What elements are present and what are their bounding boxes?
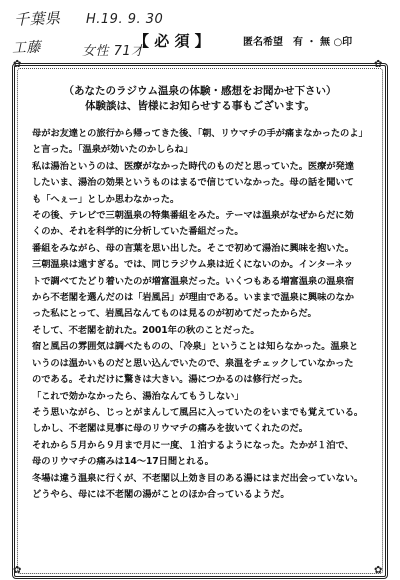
body-line: 三朝温泉は遠すぎる。では、同じラジウム泉は近くにないのか。インターネッ xyxy=(32,259,353,271)
required-label: 【 必 須 】 xyxy=(134,32,210,50)
intro-request: （あなたのラジウム温泉の体験・感想をお聞かせ下さい） xyxy=(63,85,337,97)
testimonial-body xyxy=(32,126,370,503)
body-line: くのか、それを科学的に分析していた番組だった。 xyxy=(32,226,244,238)
body-line: も「へぇー」としか思わなかった。 xyxy=(32,193,180,205)
handwritten-date: H.19. 9. 30 xyxy=(86,12,164,27)
body-line: その後、テレビで三朝温泉の特集番組をみた。テーマは温泉がなぜからだに効 xyxy=(32,210,354,222)
body-line: そして、不老閣を訪れた。2001年の秋のことだった。 xyxy=(32,324,260,336)
intro-notice: 体験談は、皆様にお知らせする事もございます。 xyxy=(85,100,315,112)
body-line: 母のリウマチの痛みは14～17日間とれる。 xyxy=(32,456,214,468)
handwritten-name: 工藤 xyxy=(11,39,42,57)
body-line: どうやら、母には不老閣の湯がことのほか合っているようだ。 xyxy=(32,488,290,500)
body-line: トで調べてたどり着いたのが増富温泉だった。いくつもある増富温泉の温泉宿 xyxy=(32,275,354,287)
handwritten-gender-age: 女性 71才 xyxy=(82,44,145,59)
corner-ornament-icon: ✿ xyxy=(13,59,22,70)
body-line: いうのは温かいものだと思い込んでいたので、泉温をチェックしていなかった xyxy=(32,357,354,369)
body-line: 番組をみながら、母の言葉を思い出した。そこで初めて湯治に興味を抱いた。 xyxy=(32,242,354,254)
anonymity-choice: 匿名希望 有 ・ 無 ○印 xyxy=(243,37,353,48)
corner-ornament-icon: ✿ xyxy=(374,59,383,70)
corner-ornament-icon: ✿ xyxy=(13,565,22,576)
body-line: したいま、湯治の効果というものはまるで信じていなかった。母の話を聞いて xyxy=(32,177,354,189)
body-line: しかし、不老閣は見事に母のリウマチの痛みを抜いてくれたのだ。 xyxy=(32,423,308,435)
body-line: 母がお友達との旅行から帰ってきた後、「朝、リウマチの手が痛まなかったのよ」 xyxy=(32,128,368,139)
body-line: った私にとって、岩風呂なんてものは見るのが初めてだったからだ。 xyxy=(32,308,317,320)
handwritten-prefecture: 千葉県 xyxy=(13,9,61,29)
body-line: 「これで効かなかったら、湯治なんてもうしない」 xyxy=(32,390,244,402)
body-line: そう思いながら、じっとがまんして風呂に入っていたのをいまでも覚えている。 xyxy=(32,406,364,418)
body-line: 宿と風呂の雰囲気は調べたものの、「冷泉」ということは知らなかった。温泉と xyxy=(32,341,359,353)
body-line: それから５月から９月まで月に一度、１泊するようになった。たかが１泊で、 xyxy=(32,439,354,451)
body-line: のである。それだけに驚きは大きい。湯につかるのは修行だった。 xyxy=(32,374,308,386)
corner-ornament-icon: ✿ xyxy=(374,565,383,576)
body-line: と言った。「温泉が効いたのかしらね」 xyxy=(32,144,193,156)
body-line: から不老閣を選んだのは「岩風呂」が理由である。いままで温泉に興味のなか xyxy=(32,292,354,304)
body-line: 冬場は違う温泉に行くが、不老閣以上効き目のある湯にはまだ出会っていない。 xyxy=(32,472,364,484)
body-line: 私は湯治というのは、医療がなかった時代のものだと思っていた。医療が発達 xyxy=(32,160,354,172)
